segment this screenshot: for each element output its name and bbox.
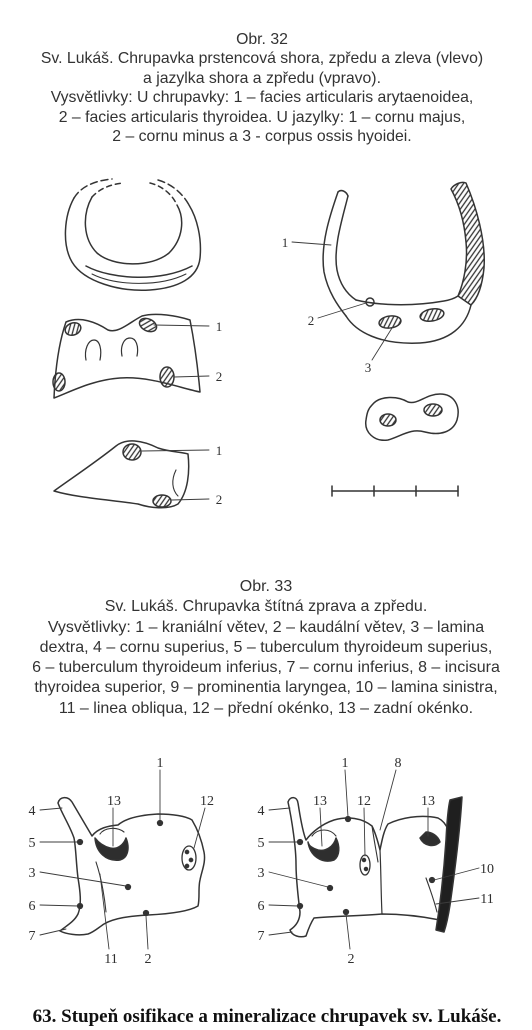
greater-horn-left-outer xyxy=(323,192,346,316)
tubercle-dot xyxy=(126,885,131,890)
posterior-window xyxy=(308,838,339,861)
hyoid-body-upper-contour xyxy=(356,296,458,305)
anterior-window-dot xyxy=(365,868,368,871)
leader-line xyxy=(269,905,298,906)
figure-label: 4 xyxy=(257,804,265,819)
leader-line xyxy=(269,808,290,810)
thyroid-anterior-outline xyxy=(288,798,448,937)
figure-33-caption-line: 11 – linea obliqua, 12 – přední okénko, 13 – zadní okénko. xyxy=(58,699,474,717)
figure-label: 3 xyxy=(257,866,265,881)
superior-horn-left-mineralized xyxy=(436,797,462,932)
leader-line xyxy=(40,905,78,906)
posterior-window xyxy=(420,832,440,845)
leader-line xyxy=(292,242,331,245)
anterior-window-dot xyxy=(189,858,192,861)
leader-line xyxy=(320,808,322,846)
figure-label: 11 xyxy=(480,892,494,907)
anterior-window-dot xyxy=(185,850,188,853)
tubercle-dot xyxy=(78,840,83,845)
oblique-line xyxy=(96,862,106,912)
thyroid-cartilage-anterior-view xyxy=(269,770,479,949)
leader-line xyxy=(269,872,328,887)
figure-label: 6 xyxy=(28,899,36,914)
arytenoid-articular-facet xyxy=(137,316,158,334)
leader-line xyxy=(40,808,62,810)
figure-label: 13 xyxy=(313,794,327,809)
cricoid-lateral-outline xyxy=(54,441,189,508)
figure-label: 2 xyxy=(215,492,223,507)
figure-33-number: Obr. 33 xyxy=(239,578,293,595)
figure-label: 2 xyxy=(144,952,152,967)
body-mineralization-patch xyxy=(419,307,445,323)
figure-label: 1 xyxy=(341,756,349,771)
leader-line xyxy=(380,770,396,830)
leader-line xyxy=(40,872,126,886)
thyroid-articular-facet xyxy=(53,373,65,391)
figure-32-caption-line: 2 – cornu minus a 3 - corpus ossis hyoidei. xyxy=(112,128,412,146)
figure-label: 12 xyxy=(200,794,214,809)
figure-label: 2 xyxy=(307,313,315,328)
hyoid-bone-superior-view xyxy=(292,182,484,360)
hyoid-body-anterior-outline xyxy=(366,394,458,440)
figure-label: 8 xyxy=(394,756,402,771)
posterior-window-rim xyxy=(312,830,336,836)
figure-label: 1 xyxy=(215,443,223,458)
figure-32-caption xyxy=(0,30,524,146)
cricoid-cartilage-anterior-view xyxy=(53,314,209,398)
figure-label: 2 xyxy=(215,369,223,384)
plate-caption: 63. Stupeň osifikace a mineralizace chrupavek sv. Lukáše. xyxy=(32,1006,502,1027)
figure-label: 3 xyxy=(364,360,372,375)
arytenoid-articular-facet xyxy=(123,444,141,460)
tubercle-dot xyxy=(158,821,163,826)
figure-label: 5 xyxy=(257,836,265,851)
figure-32-caption-line: a jazylka shora a zpředu (vpravo). xyxy=(143,69,381,87)
thyroid-articular-facet xyxy=(160,367,174,387)
leader-line xyxy=(174,376,209,377)
leader-line xyxy=(269,932,292,935)
leader-line xyxy=(40,929,66,935)
figure-32-caption-line: 2 – facies articularis thyroidea. U jazylky: 1 – cornu majus, xyxy=(58,108,466,126)
cricoid-broken-rim xyxy=(92,183,124,197)
figure-label: 13 xyxy=(421,794,435,809)
figure-33-caption-line: Sv. Lukáš. Chrupavka štítná zprava a zpředu. xyxy=(104,598,428,616)
figure-32-number: Obr. 32 xyxy=(236,31,288,48)
figure-label: 1 xyxy=(281,235,289,250)
cricoid-arch-mark xyxy=(85,340,100,360)
figure-33-caption-line: Vysvětlivky: 1 – kraniální větev, 2 – kaudální větev, 3 – lamina xyxy=(47,618,485,636)
tubercle-dot xyxy=(144,911,149,916)
leader-line xyxy=(372,328,392,360)
tubercle-dot xyxy=(430,878,435,883)
thyroid-cartilage-lateral-view xyxy=(40,770,205,949)
figure-label: 4 xyxy=(28,804,36,819)
leader-line xyxy=(154,325,209,326)
figure-label: 6 xyxy=(257,899,265,914)
posterior-window xyxy=(95,838,128,860)
figure-32-caption-line: Vysvětlivky: U chrupavky: 1 – facies articularis arytaenoidea, xyxy=(50,89,474,107)
scale-bar xyxy=(332,486,458,496)
figure-label: 2 xyxy=(347,952,355,967)
figure-label: 13 xyxy=(107,794,121,809)
lesser-horn xyxy=(366,298,374,306)
greater-horn-left-inner xyxy=(336,196,356,300)
figure-label: 1 xyxy=(156,756,164,771)
figure-label: 1 xyxy=(215,319,223,334)
figure-label: 3 xyxy=(28,866,36,881)
cricoid-lumen-contour xyxy=(85,197,181,264)
leader-line xyxy=(436,898,479,904)
cricoid-anterior-outline xyxy=(54,314,200,398)
cricoid-broken-rim xyxy=(158,180,189,205)
body-mineralization-patch xyxy=(378,315,401,330)
tubercle-dot xyxy=(298,904,303,909)
arytenoid-articular-facet xyxy=(63,321,82,338)
figure-33-caption xyxy=(0,577,532,719)
hyoid-bone-anterior-view xyxy=(366,394,458,440)
leader-line xyxy=(172,499,209,500)
anterior-window-dot xyxy=(185,864,188,867)
cricoid-broken-rim xyxy=(150,183,177,205)
anterior-window-dot xyxy=(363,859,366,862)
tubercle-dot xyxy=(346,817,351,822)
anterior-window xyxy=(182,846,196,870)
figure-33-caption-line: dextra, 4 – cornu superius, 5 – tuberculum thyroideum superius, xyxy=(39,638,493,656)
leader-line xyxy=(345,770,348,817)
figure-label: 10 xyxy=(480,862,494,877)
laryngeal-prominence xyxy=(372,826,378,862)
figure-32-caption-line: Sv. Lukáš. Chrupavka prstencová shora, zpředu a zleva (vlevo) xyxy=(40,50,484,68)
figure-label: 12 xyxy=(357,794,371,809)
body-mineralization-patch xyxy=(380,414,396,426)
leader-line xyxy=(434,868,479,880)
tubercle-dot xyxy=(78,904,83,909)
leader-line xyxy=(100,874,109,949)
figure-label: 11 xyxy=(104,952,118,967)
cricoid-broken-rim xyxy=(74,179,112,198)
figure-33-caption-line: 6 – tuberculum thyroideum inferius, 7 – cornu inferius, 8 – incisura xyxy=(32,659,500,677)
cricoid-cartilage-superior-view xyxy=(65,179,200,290)
thyroid-articular-facet xyxy=(153,495,171,507)
cricoid-arch-mark xyxy=(121,338,137,356)
leader-line xyxy=(346,914,350,949)
hyoid-body-lower-contour xyxy=(346,305,471,343)
cricoid-lamina-edge xyxy=(86,266,192,277)
midline-ridge xyxy=(380,850,382,914)
cricoid-cartilage-lateral-view xyxy=(54,441,209,508)
leader-line xyxy=(194,808,205,848)
tubercle-dot xyxy=(344,910,349,915)
body-mineralization-patch xyxy=(424,404,442,416)
leader-line xyxy=(364,808,365,856)
cricoid-lateral-ridge xyxy=(173,470,178,496)
figure-label: 7 xyxy=(28,929,36,944)
cricoid-lamina-edge xyxy=(92,274,186,283)
oblique-line xyxy=(426,878,437,912)
thyroid-lateral-outline xyxy=(58,798,205,935)
greater-horn-right-hatched xyxy=(451,182,484,305)
leader-line xyxy=(142,450,209,451)
figure-label: 7 xyxy=(257,929,265,944)
tubercle-dot xyxy=(328,886,333,891)
greater-horn-left-tip xyxy=(338,191,348,196)
figure-label: 5 xyxy=(28,836,36,851)
cricoid-outer-contour xyxy=(65,198,200,290)
leader-line xyxy=(146,916,148,949)
posterior-window-rim xyxy=(100,828,124,834)
leader-line xyxy=(318,303,366,318)
tubercle-dot xyxy=(298,840,303,845)
figure-33-caption-line: thyroidea superior, 9 – prominentia laryngea, 10 – lamina sinistra, xyxy=(34,679,498,697)
anterior-window xyxy=(360,855,370,875)
